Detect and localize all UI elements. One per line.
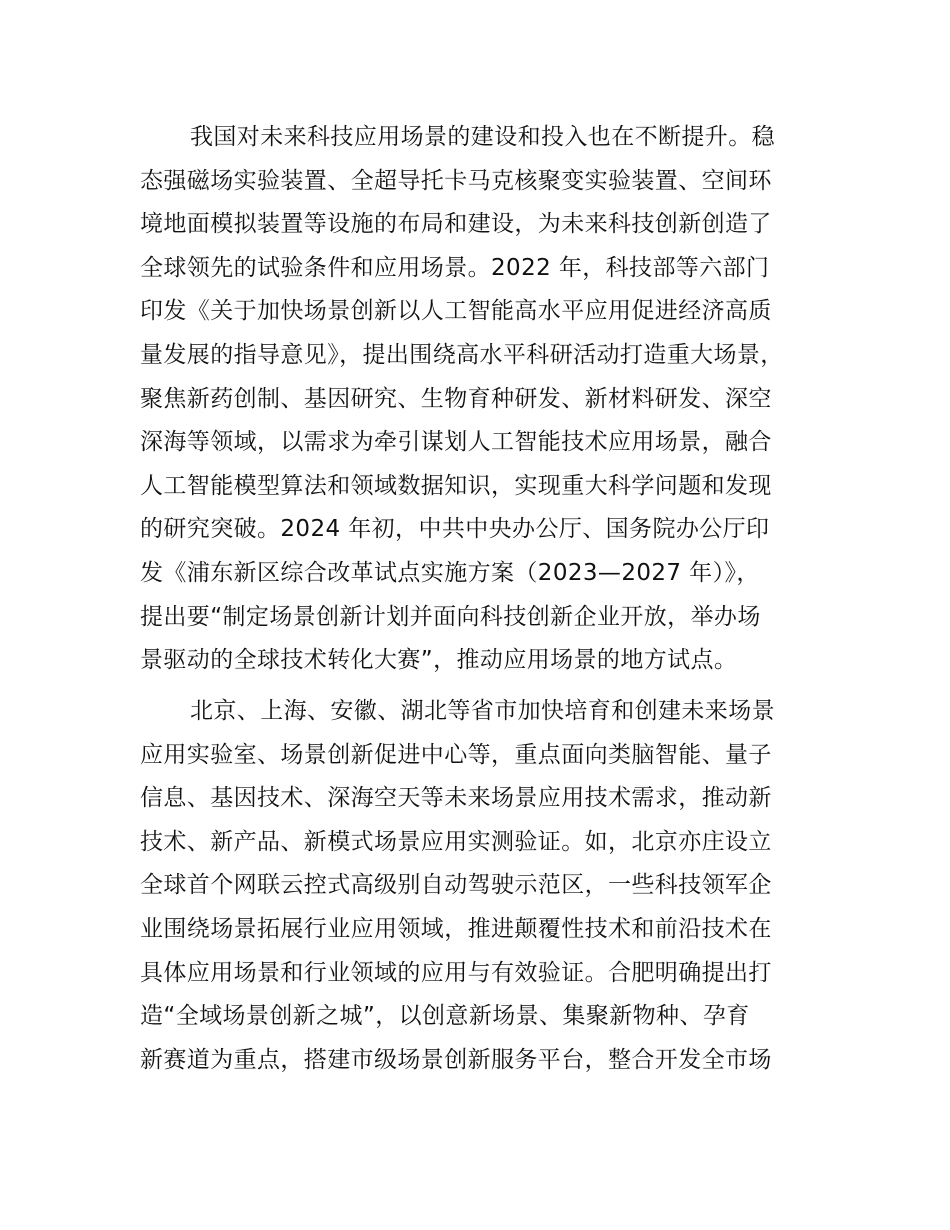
text-line: 信息、基因技术、深海空天等未来场景应用技术需求，推动新 [140,785,772,812]
text-line: 应用实验室、场景创新促进中心等，重点面向类脑智能、量子 [140,741,772,768]
text-line: 提出要“制定场景创新计划并面向科技创新企业开放，举办场 [140,603,761,630]
text-line: 印发《关于加快场景创新以人工智能高水平应用促进经济高质 [140,298,772,325]
text-line: 发《浦东新区综合改革试点实施方案（2023—2027 年）》， [140,559,760,586]
text-line: 态强磁场实验装置、全超导托卡马克核聚变实验装置、空间环 [140,167,772,194]
text-line: 全球首个网联云控式高级别自动驾驶示范区，一些科技领军企 [140,872,772,899]
text-line: 境地面模拟装置等设施的布局和建设，为未来科技创新创造了 [140,211,772,238]
text-line: 人工智能模型算法和领域数据知识，实现重大科学问题和发现 [140,472,772,499]
text-line: 量发展的指导意见》，提出围绕高水平科研活动打造重大场景， [140,341,784,368]
text-line: 技术、新产品、新模式场景应用实测验证。如，北京亦庄设立 [140,828,772,855]
paragraph-2 [140,690,830,1082]
text-line: 我国对未来科技应用场景的建设和投入也在不断提升。稳 [190,124,775,150]
text-line: 造“全域场景创新之城”，以创意新场景、集聚新物种、孕育 [140,1003,750,1030]
text-line: 北京、上海、安徽、湖北等省市加快培育和创建未来场景 [190,698,775,724]
text-line: 的研究突破。2024 年初，中共中央办公厅、国务院办公厅印 [140,516,770,543]
text-line: 新赛道为重点，搭建市级场景创新服务平台，整合开发全市场 [140,1046,772,1073]
text-line: 景驱动的全球技术转化大赛”，推动应用场景的地方试点。 [140,647,738,674]
text-line: 具体应用场景和行业领域的应用与有效验证。合肥明确提出打 [140,959,772,986]
text-line: 业围绕场景拓展行业应用领域，推进颠覆性技术和前沿技术在 [140,915,772,942]
paragraph-1 [140,116,830,683]
text-line: 全球领先的试验条件和应用场景。2022 年，科技部等六部门 [140,254,770,281]
text-line: 深海等领域，以需求为牵引谋划人工智能技术应用场景，融合 [140,429,772,456]
text-line: 聚焦新药创制、基因研究、生物育种研发、新材料研发、深空 [140,385,772,412]
